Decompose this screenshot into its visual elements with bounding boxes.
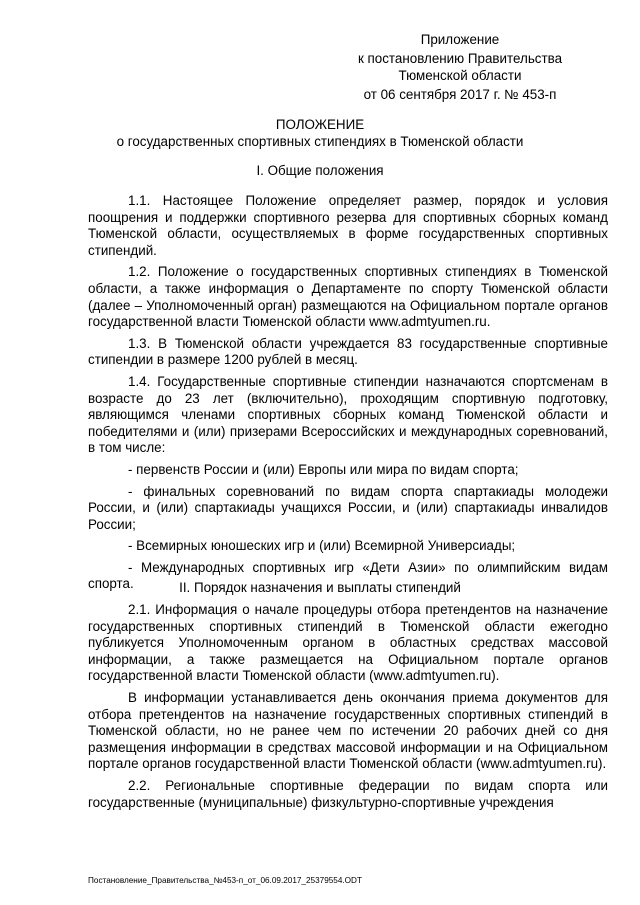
document-title: ПОЛОЖЕНИЕ (275, 117, 365, 132)
list-item-spartakiads: - финальных соревнований по видам спорта спартакиады молодежи России, и (или) спартакиады учащихся России, и (или) спартакиады инвалидов России; (88, 483, 608, 532)
appendix-date-number: от 06 сентября 2017 г. № 453-п (363, 87, 557, 102)
list-item-world-games: - Всемирных юношеских игр и (или) Всемирной Универсиады; (128, 538, 516, 554)
paragraph-1-1: 1.1. Настоящее Положение определяет размер, порядок и условия поощрения и поддержки спортивного резерва для спортивных сборных команд Тюменской области, осуществляемых в форме государственных спортивных стипендий. (88, 193, 608, 258)
paragraph-2-1-continued: В информации устанавливается день окончания приема документов для отбора претендентов на назначение государственных спортивных стипендий в Тюменской области, но не ранее чем по истечении 20 рабочих дней со дня размещения информации в средствах массовой информации и на Официальном портале органов государственной власти Тюменской области (www.admtyumen.ru). (88, 689, 608, 772)
document-subtitle: о государственных спортивных стипендиях в Тюменской области (116, 134, 524, 149)
section-1-body (88, 193, 608, 593)
appendix-line-3: Тюменской области (398, 68, 522, 83)
paragraph-1-4: 1.4. Государственные спортивные стипендии назначаются спортсменам в возрасте до 23 лет (включительно), проходящим спортивную подготовку, являющимся членами спортивных сборных команд Тюменской области и победителями и (или) призерами Всероссийских и международных соревнований, в том числе: (88, 373, 608, 456)
paragraph-1-3: 1.3. В Тюменской области учреждается 83 государственные спортивные стипендии в размере 1200 рублей в месяц. (88, 335, 608, 368)
appendix-line-2: к постановлению Правительства (357, 51, 563, 66)
section-1-heading: I. Общие положения (256, 163, 384, 178)
paragraph-2-2: 2.2. Региональные спортивные федерации по видам спорта или государственные (муниципальные) физкультурно-спортивные учреждения (88, 777, 608, 810)
list-item-children-of-asia: - Международных спортивных игр «Дети Азии» по олимпийским видам спорта. (88, 559, 608, 592)
document-footer-filename: Постановление_Правительства_№453-п_от_06.09.2017_25379554.ODT (88, 876, 362, 885)
section-2-heading: II. Порядок назначения и выплаты стипендий (179, 580, 461, 595)
appendix-line-1: Приложение (420, 32, 500, 47)
section-2-body (88, 602, 608, 811)
paragraph-1-2: 1.2. Положение о государственных спортивных стипендиях в Тюменской области, а также информация о Департаменте по спорту Тюменской области (далее – Уполномоченный орган) размещаются на Официальном портале органов государственной власти Тюменской области www.admtyumen.ru. (88, 264, 608, 330)
list-item-championships: - первенств России и (или) Европы или мира по видам спорта; (128, 461, 519, 477)
paragraph-2-1: 2.1. Информация о начале процедуры отбора претендентов на назначение государственных спортивных стипендий в Тюменской области ежегодно публикуется Уполномоченным органом в областных средствах массовой информации, а также размещается на Официальном портале органов государственной власти Тюменской области (www.admtyumen.ru). (88, 602, 608, 684)
